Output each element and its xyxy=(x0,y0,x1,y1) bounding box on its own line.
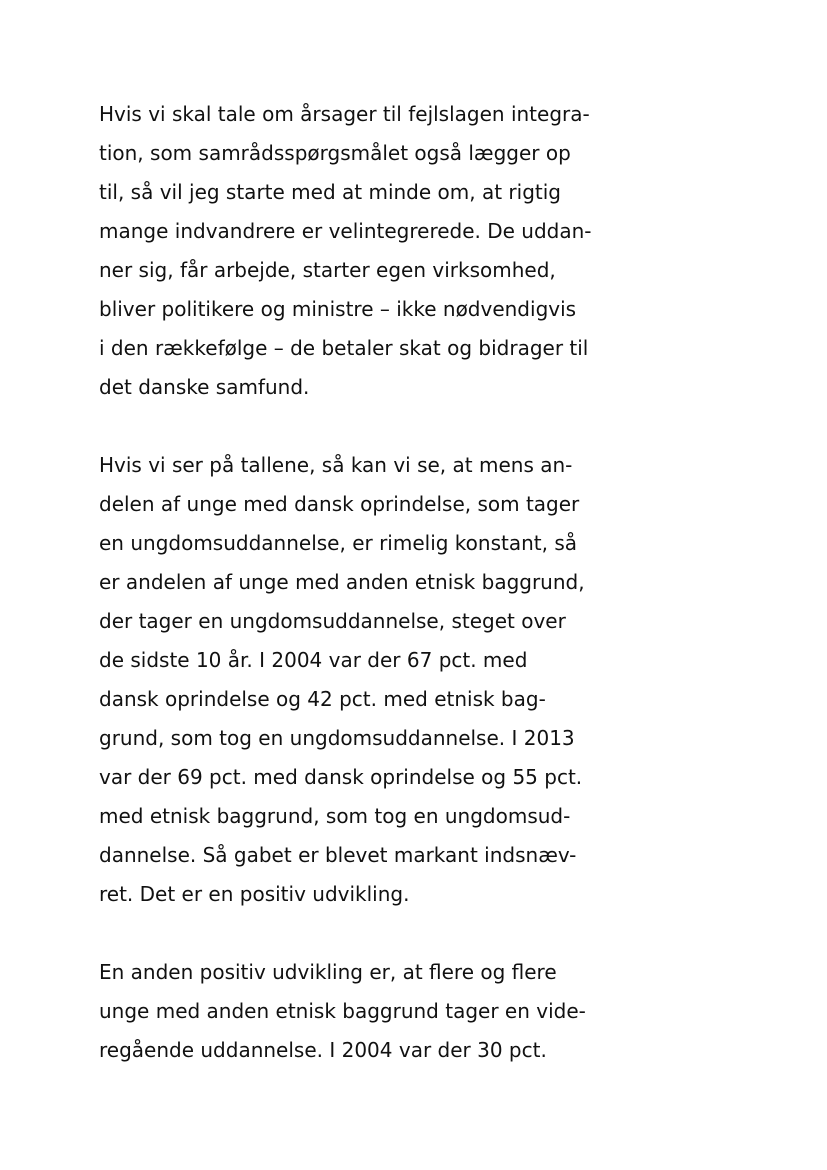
text-line: er andelen af unge med anden etnisk baggrund, xyxy=(99,570,585,594)
text-line: var der 69 pct. med dansk oprindelse og 55 pct. xyxy=(99,765,583,789)
text-line: Hvis vi skal tale om årsager til fejlslagen integra- xyxy=(99,102,590,126)
paragraph-2 xyxy=(99,446,659,914)
text-line: mange indvandrere er velintegrerede. De uddan- xyxy=(99,219,592,243)
text-line: en ungdomsuddannelse, er rimelig konstant, så xyxy=(99,531,578,555)
text-line: ret. Det er en positiv udvikling. xyxy=(99,882,410,906)
text-line: med etnisk baggrund, som tog en ungdomsud- xyxy=(99,804,571,828)
text-line: grund, som tog en ungdomsuddannelse. I 2013 xyxy=(99,726,575,750)
body-text xyxy=(99,95,659,1109)
text-line: bliver politikere og ministre – ikke nødvendigvis xyxy=(99,297,577,321)
text-line: regående uddannelse. I 2004 var der 30 pct. xyxy=(99,1038,547,1062)
text-line: dansk oprindelse og 42 pct. med etnisk bag- xyxy=(99,687,546,711)
text-line: Hvis vi ser på tallene, så kan vi se, at mens an- xyxy=(99,453,573,477)
text-line: de sidste 10 år. I 2004 var der 67 pct. med xyxy=(99,648,528,672)
text-line: der tager en ungdomsuddannelse, steget over xyxy=(99,609,566,633)
text-line: ner sig, får arbejde, starter egen virksomhed, xyxy=(99,258,556,282)
paragraph-3 xyxy=(99,953,659,1070)
text-line: det danske samfund. xyxy=(99,375,310,399)
text-line: dannelse. Så gabet er blevet markant indsnæv- xyxy=(99,843,577,867)
text-line: delen af unge med dansk oprindelse, som tager xyxy=(99,492,580,516)
text-line: til, så vil jeg starte med at minde om, at rigtig xyxy=(99,180,561,204)
text-line: unge med anden etnisk baggrund tager en vide- xyxy=(99,999,586,1023)
text-line: tion, som samrådsspørgsmålet også lægger op xyxy=(99,141,571,165)
paragraph-1 xyxy=(99,95,659,407)
text-line: i den rækkefølge – de betaler skat og bidrager til xyxy=(99,336,589,360)
text-line: En anden positiv udvikling er, at flere og flere xyxy=(99,960,557,984)
